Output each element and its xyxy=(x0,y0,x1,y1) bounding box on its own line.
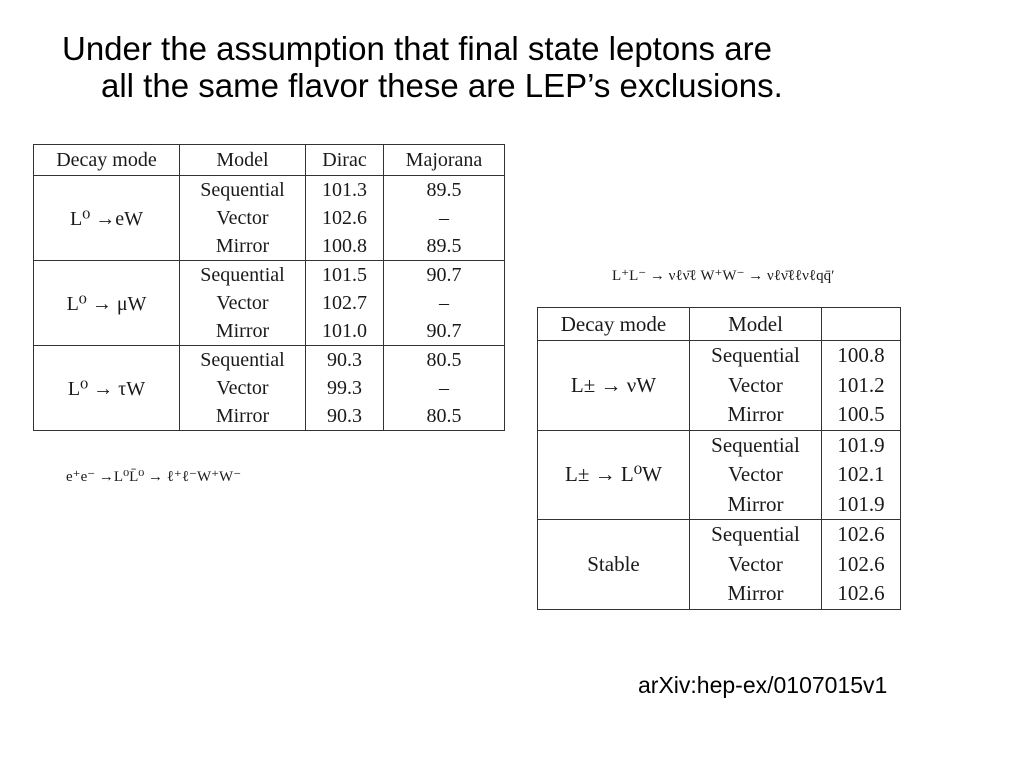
dirac-cell xyxy=(306,176,384,261)
model-cell xyxy=(690,430,822,520)
model-name: Vector xyxy=(216,292,269,314)
majorana-cell xyxy=(384,261,505,346)
majorana-value: – xyxy=(439,207,449,229)
table-header-row xyxy=(538,308,901,341)
mass-limit-value: 102.6 xyxy=(837,581,885,605)
header-decay-mode: Decay mode xyxy=(538,308,690,341)
table-row xyxy=(538,341,901,431)
decay-mode-cell: L± → L⁰W xyxy=(538,430,690,520)
model-cell xyxy=(180,346,306,431)
model-name: Mirror xyxy=(727,581,784,605)
mass-limit-cell xyxy=(822,520,901,610)
mass-limit-value: 100.5 xyxy=(837,402,885,426)
model-name: Vector xyxy=(728,462,783,486)
header-model: Model xyxy=(690,308,822,341)
model-cell xyxy=(690,341,822,431)
dirac-cell xyxy=(306,346,384,431)
model-name: Sequential xyxy=(711,343,800,367)
charged-lepton-decay-formula: L⁺L⁻ → νℓν̄ℓ W⁺W⁻ → νℓν̄ℓℓνℓqq̄′ xyxy=(612,268,835,284)
model-name: Vector xyxy=(216,377,269,399)
dirac-value: 90.3 xyxy=(327,349,362,371)
slide-title xyxy=(62,30,962,104)
majorana-value: 80.5 xyxy=(426,349,462,371)
model-cell xyxy=(180,176,306,261)
model-name: Mirror xyxy=(215,405,270,427)
decay-mode-cell: L⁰ → τW xyxy=(34,346,180,431)
table-row xyxy=(34,176,505,261)
dirac-value: 99.3 xyxy=(327,377,362,399)
model-cell xyxy=(180,261,306,346)
mass-limit-value: 102.6 xyxy=(837,522,885,546)
model-name: Sequential xyxy=(200,179,285,201)
mass-limit-value: 100.8 xyxy=(837,343,885,367)
majorana-value: 80.5 xyxy=(426,405,462,427)
majorana-value: 90.7 xyxy=(426,264,462,286)
decay-mode-cell: L⁰ →eW xyxy=(34,176,180,261)
dirac-value: 102.6 xyxy=(322,207,367,229)
dirac-value: 101.0 xyxy=(322,320,367,342)
dirac-value: 102.7 xyxy=(322,292,367,314)
header-majorana: Majorana xyxy=(384,145,505,176)
model-name: Sequential xyxy=(200,264,285,286)
decay-mode-cell: L± → νW xyxy=(538,341,690,431)
neutral-lepton-production-formula: e⁺e⁻ →L⁰L̄⁰ → ℓ⁺ℓ⁻W⁺W⁻ xyxy=(66,469,242,485)
model-name: Mirror xyxy=(215,235,270,257)
majorana-value: – xyxy=(439,292,449,314)
header-decay-mode: Decay mode xyxy=(34,145,180,176)
table-header-row xyxy=(34,145,505,176)
table-row xyxy=(538,520,901,610)
dirac-value: 101.5 xyxy=(322,264,367,286)
mass-limit-value: 102.6 xyxy=(837,551,885,576)
table-row xyxy=(34,346,505,431)
model-name: Vector xyxy=(728,551,783,576)
table-row xyxy=(538,430,901,520)
neutral-lepton-exclusion-table xyxy=(33,144,505,431)
majorana-cell xyxy=(384,176,505,261)
dirac-cell xyxy=(306,261,384,346)
header-model: Model xyxy=(180,145,306,176)
mass-limit-cell xyxy=(822,341,901,431)
model-name: Mirror xyxy=(727,402,784,426)
model-name: Sequential xyxy=(711,432,800,457)
mass-limit-value: 101.2 xyxy=(837,372,885,397)
model-name: Vector xyxy=(216,207,269,229)
mass-limit-value: 102.1 xyxy=(837,462,885,486)
header-dirac: Dirac xyxy=(306,145,384,176)
title-line-2: all the same flavor these are LEP’s exclusions. xyxy=(101,67,783,104)
dirac-value: 90.3 xyxy=(327,405,362,427)
model-name: Sequential xyxy=(711,522,800,546)
majorana-value: 89.5 xyxy=(426,179,462,201)
majorana-cell xyxy=(384,346,505,431)
title-line-1: Under the assumption that final state leptons are xyxy=(62,30,772,67)
dirac-value: 101.3 xyxy=(322,179,367,201)
table-row xyxy=(34,261,505,346)
charged-lepton-exclusion-table xyxy=(537,307,901,610)
arxiv-reference: arXiv:hep-ex/0107015v1 xyxy=(638,672,888,698)
mass-limit-value: 101.9 xyxy=(837,491,885,516)
decay-mode-cell: L⁰ → μW xyxy=(34,261,180,346)
header-mass-limit xyxy=(822,308,901,341)
mass-limit-value: 101.9 xyxy=(837,432,885,457)
majorana-value: – xyxy=(439,377,449,399)
model-name: Sequential xyxy=(200,349,285,371)
model-name: Mirror xyxy=(727,491,784,516)
mass-limit-cell xyxy=(822,430,901,520)
majorana-value: 90.7 xyxy=(426,320,462,342)
majorana-value: 89.5 xyxy=(426,235,462,257)
decay-mode-cell: Stable xyxy=(538,520,690,610)
model-name: Vector xyxy=(728,372,783,397)
dirac-value: 100.8 xyxy=(322,235,367,257)
model-name: Mirror xyxy=(215,320,270,342)
model-cell xyxy=(690,520,822,610)
